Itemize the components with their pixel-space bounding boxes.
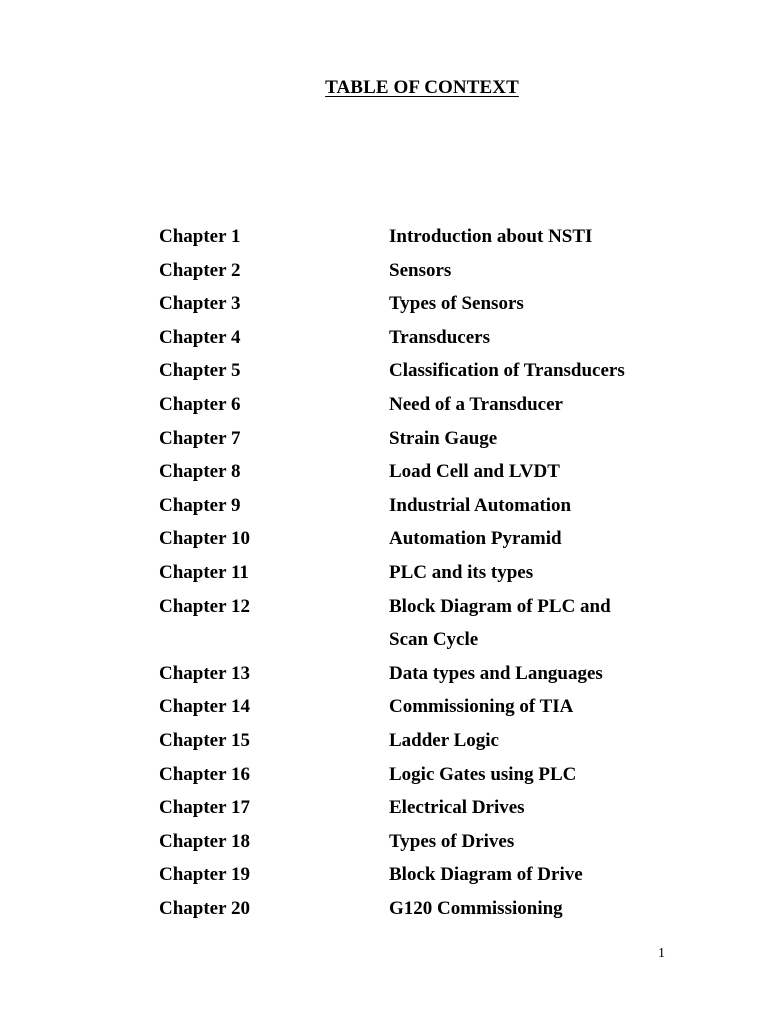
toc-entry-12 <box>159 590 679 657</box>
chapter-title: Need of a Transducer <box>389 393 563 415</box>
chapter-number: Chapter 3 <box>159 293 241 315</box>
chapter-title-line-2: Scan Cycle <box>389 629 479 651</box>
toc-entry-15 <box>159 724 679 758</box>
chapter-number: Chapter 11 <box>159 561 249 583</box>
chapter-number: Chapter 14 <box>159 696 250 718</box>
chapter-number: Chapter 1 <box>159 226 241 247</box>
chapter-title: Logic Gates using PLC <box>389 763 577 785</box>
chapter-number: Chapter 9 <box>159 494 241 516</box>
chapter-number: Chapter 8 <box>159 461 241 483</box>
toc-entry-20 <box>159 892 679 926</box>
chapter-number: Chapter 19 <box>159 864 250 886</box>
chapter-number: Chapter 5 <box>159 360 241 382</box>
chapter-title: Sensors <box>389 259 452 281</box>
toc-entry-11 <box>159 556 679 590</box>
chapter-number: Chapter 12 <box>159 595 250 617</box>
chapter-title: Transducers <box>389 326 490 348</box>
chapter-number: Chapter 20 <box>159 897 250 919</box>
toc-entry-10 <box>159 522 679 556</box>
toc-entry-6 <box>159 388 679 422</box>
toc-entry-13 <box>159 657 679 691</box>
chapter-number: Chapter 15 <box>159 729 250 751</box>
chapter-title: Block Diagram of Drive <box>389 864 583 886</box>
chapter-title: PLC and its types <box>389 561 534 583</box>
page-number: 1 <box>658 946 665 961</box>
toc-entry-9 <box>159 489 679 523</box>
toc-entry-5 <box>159 354 679 388</box>
chapter-title: Data types and Languages <box>389 662 603 684</box>
table-of-contents <box>159 220 679 925</box>
toc-entry-4 <box>159 321 679 355</box>
chapter-title: Strain Gauge <box>389 427 498 449</box>
chapter-number: Chapter 13 <box>159 662 250 684</box>
chapter-title: Classification of Transducers <box>389 360 625 382</box>
chapter-title-line-1: Block Diagram of PLC and <box>389 595 611 617</box>
chapter-number: Chapter 17 <box>159 797 250 819</box>
chapter-title: Electrical Drives <box>389 797 525 819</box>
chapter-number: Chapter 4 <box>159 326 241 348</box>
chapter-number: Chapter 18 <box>159 830 250 852</box>
toc-entry-17 <box>159 791 679 825</box>
toc-entry-14 <box>159 690 679 724</box>
chapter-title: Commissioning of TIA <box>389 696 574 718</box>
toc-entry-3 <box>159 287 679 321</box>
chapter-number: Chapter 16 <box>159 763 250 785</box>
toc-entry-19 <box>159 858 679 892</box>
chapter-title: Types of Sensors <box>389 293 524 315</box>
chapter-number: Chapter 6 <box>159 393 241 415</box>
page-title: TABLE OF CONTEXT <box>325 77 519 98</box>
toc-entry-16 <box>159 758 679 792</box>
toc-entry-18 <box>159 825 679 859</box>
toc-entry-2 <box>159 254 679 288</box>
chapter-title: Load Cell and LVDT <box>389 461 560 483</box>
chapter-title <box>389 590 679 657</box>
toc-entry-8 <box>159 455 679 489</box>
chapter-title: Industrial Automation <box>389 494 572 516</box>
chapter-number: Chapter 7 <box>159 427 241 449</box>
chapter-title: Types of Drives <box>389 830 515 852</box>
chapter-title: Automation Pyramid <box>389 528 562 550</box>
chapter-number: Chapter 10 <box>159 528 250 550</box>
chapter-title: G120 Commissioning <box>389 897 563 919</box>
chapter-title: Introduction about NSTI <box>389 226 593 247</box>
toc-entry-7 <box>159 422 679 456</box>
toc-entry-1 <box>159 220 679 254</box>
chapter-number: Chapter 2 <box>159 259 241 281</box>
chapter-title: Ladder Logic <box>389 729 499 751</box>
